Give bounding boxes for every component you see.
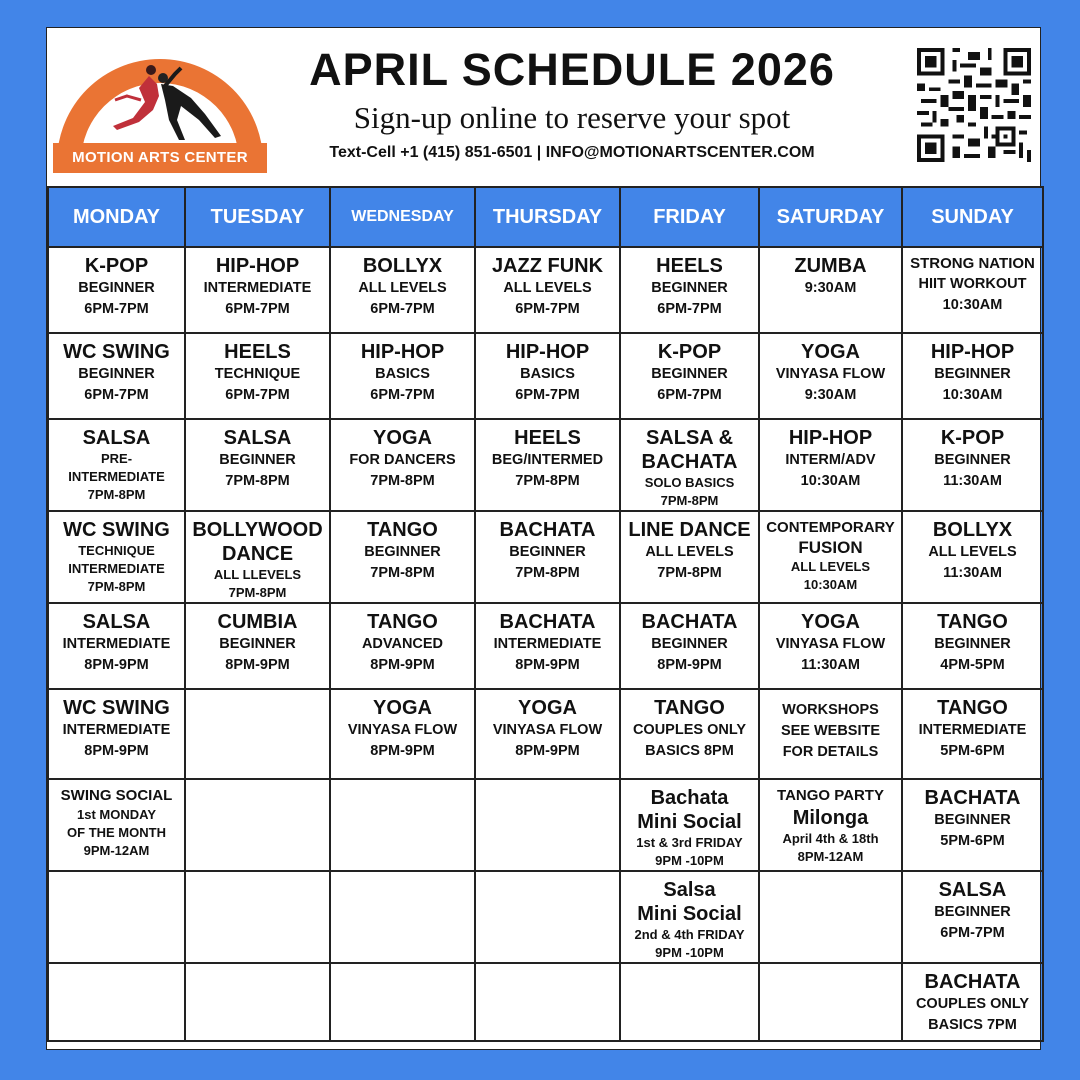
class-detail: INTERM/ADV xyxy=(785,452,876,468)
class-detail: BEGINNER xyxy=(934,904,1011,920)
class-detail: VINYASA FLOW xyxy=(775,366,886,382)
class-detail: April 4th & 18th xyxy=(782,831,879,846)
class-name: SALSA xyxy=(82,427,151,449)
class-cell-monday xyxy=(48,689,185,779)
class-cell-tuesday xyxy=(185,247,330,333)
qr-code-icon[interactable] xyxy=(917,48,1031,162)
day-header-tuesday: TUESDAY xyxy=(185,187,330,247)
empty-cell xyxy=(185,871,330,963)
class-name: BOLLYX xyxy=(932,519,1013,541)
class-detail: 8PM-9PM xyxy=(225,657,290,673)
class-name: HIP-HOP xyxy=(505,341,590,363)
class-name: Salsa xyxy=(663,879,716,901)
class-detail: 1st & 3rd FRIDAY xyxy=(636,835,743,850)
class-name: WC SWING xyxy=(63,519,170,541)
class-name: HIP-HOP xyxy=(360,341,445,363)
class-detail: 4PM-5PM xyxy=(940,657,1005,673)
schedule-row xyxy=(48,419,1043,511)
class-detail: BEGINNER xyxy=(651,280,728,296)
empty-cell xyxy=(48,963,185,1041)
class-cell-saturday xyxy=(759,419,902,511)
empty-cell xyxy=(330,779,475,871)
class-detail: COUPLES ONLY xyxy=(632,722,747,738)
class-cell-tuesday xyxy=(185,419,330,511)
class-name: WC SWING xyxy=(63,697,170,719)
class-detail: 7PM-8PM xyxy=(225,473,290,489)
class-cell-tuesday xyxy=(185,603,330,689)
class-detail: 6PM-7PM xyxy=(84,387,149,403)
class-detail: BASICS xyxy=(375,366,430,382)
class-name: HIP-HOP xyxy=(930,341,1015,363)
class-detail: BEGINNER xyxy=(219,452,296,468)
class-cell-wednesday xyxy=(330,333,475,419)
schedule-row xyxy=(48,333,1043,419)
class-detail: 7PM-8PM xyxy=(370,565,435,581)
empty-cell xyxy=(759,871,902,963)
day-header-row xyxy=(48,187,1043,247)
class-name: SALSA xyxy=(82,611,151,633)
class-detail: ALL LLEVELS xyxy=(213,567,302,582)
class-name: TANGO xyxy=(654,697,725,719)
class-detail: 10:30AM xyxy=(942,297,1003,313)
class-detail: 5PM-6PM xyxy=(940,833,1005,849)
class-cell-friday xyxy=(620,419,759,511)
class-detail: 7PM-8PM xyxy=(657,565,722,581)
empty-cell xyxy=(185,689,330,779)
class-name: HIP-HOP xyxy=(215,255,300,277)
class-detail: 9PM -10PM xyxy=(655,853,724,868)
class-detail: VINYASA FLOW xyxy=(492,722,603,738)
class-name: CUMBIA xyxy=(217,611,298,633)
class-cell-friday xyxy=(620,603,759,689)
day-header-friday: FRIDAY xyxy=(620,187,759,247)
empty-cell xyxy=(620,963,759,1041)
class-cell-tuesday xyxy=(185,333,330,419)
class-detail: 5PM-6PM xyxy=(940,743,1005,759)
logo-text: MOTION ARTS CENTER xyxy=(53,143,267,173)
class-detail: BEGINNER xyxy=(509,544,586,560)
class-name: TANGO xyxy=(367,611,438,633)
empty-cell xyxy=(185,963,330,1041)
class-detail: 8PM-9PM xyxy=(657,657,722,673)
day-header-sunday: SUNDAY xyxy=(902,187,1043,247)
class-detail: 8PM-9PM xyxy=(370,743,435,759)
class-detail: COUPLES ONLY xyxy=(915,996,1030,1012)
day-header-wednesday: WEDNESDAY xyxy=(330,187,475,247)
class-detail: BEGINNER xyxy=(934,366,1011,382)
class-detail: 11:30AM xyxy=(943,565,1002,581)
class-name: WC SWING xyxy=(63,341,170,363)
class-detail: 8PM-9PM xyxy=(370,657,435,673)
class-cell-monday xyxy=(48,603,185,689)
schedule-sheet xyxy=(46,27,1041,1050)
class-detail: BEGINNER xyxy=(934,812,1011,828)
class-cell-sunday xyxy=(902,333,1043,419)
class-detail: 8PM-12AM xyxy=(797,849,864,864)
class-detail: 11:30AM xyxy=(943,473,1002,489)
class-cell-friday xyxy=(620,871,759,963)
class-cell-sunday xyxy=(902,247,1043,333)
class-detail: 7PM-8PM xyxy=(87,487,146,502)
class-detail: BEGINNER xyxy=(364,544,441,560)
class-name: JAZZ FUNK xyxy=(491,255,604,277)
empty-cell xyxy=(475,871,620,963)
class-name-line-2: Mini Social xyxy=(637,811,742,833)
class-detail: INTERMEDIATE xyxy=(493,636,602,652)
class-name: BACHATA xyxy=(924,971,1021,993)
class-detail: 9:30AM xyxy=(804,387,857,403)
class-cell-sunday xyxy=(902,871,1043,963)
class-detail: 7PM-8PM xyxy=(515,473,580,489)
class-detail: VINYASA FLOW xyxy=(347,722,458,738)
empty-cell xyxy=(185,779,330,871)
class-name: K-POP xyxy=(84,255,149,277)
class-name-line-2: BACHATA xyxy=(641,451,738,473)
class-cell-thursday xyxy=(475,419,620,511)
empty-cell xyxy=(330,871,475,963)
class-detail: BEG/INTERMED xyxy=(491,452,604,468)
class-cell-thursday xyxy=(475,333,620,419)
class-detail: 9:30AM xyxy=(804,280,857,296)
class-name: K-POP xyxy=(657,341,722,363)
page-title: APRIL SCHEDULE 2026 xyxy=(309,44,835,95)
class-name: BOLLYWOOD xyxy=(192,519,323,541)
class-detail: HIIT WORKOUT xyxy=(918,276,1027,292)
class-name: YOGA xyxy=(373,697,432,719)
empty-cell xyxy=(759,963,902,1041)
class-name: TANGO xyxy=(937,611,1008,633)
class-detail: 6PM-7PM xyxy=(84,301,149,317)
class-cell-monday xyxy=(48,247,185,333)
class-name: CONTEMPORARY xyxy=(766,519,895,536)
class-detail: BEGINNER xyxy=(651,366,728,382)
empty-cell xyxy=(330,963,475,1041)
class-detail: 10:30AM xyxy=(803,577,858,592)
empty-cell xyxy=(48,871,185,963)
class-detail: 7PM-8PM xyxy=(228,585,287,600)
class-detail: BEGINNER xyxy=(651,636,728,652)
day-header-monday: MONDAY xyxy=(48,187,185,247)
class-name-line-2: DANCE xyxy=(221,543,294,565)
class-detail: PRE- xyxy=(100,451,133,466)
class-detail: BASICS 8PM xyxy=(645,743,734,759)
class-detail: 8PM-9PM xyxy=(515,743,580,759)
class-detail: BEGINNER xyxy=(78,280,155,296)
class-detail: 7PM-8PM xyxy=(370,473,435,489)
class-detail: 6PM-7PM xyxy=(370,301,435,317)
schedule-row xyxy=(48,963,1043,1041)
class-name-line-2: Milonga xyxy=(792,807,869,829)
class-cell-wednesday xyxy=(330,603,475,689)
class-detail: ALL LEVELS xyxy=(358,280,447,296)
class-detail: BASICS 7PM xyxy=(928,1017,1017,1033)
class-name: HEELS xyxy=(656,255,723,277)
class-detail: FOR DANCERS xyxy=(349,452,456,468)
class-detail: SOLO BASICS xyxy=(644,475,735,490)
class-detail: ALL LEVELS xyxy=(790,559,871,574)
class-cell-friday xyxy=(620,511,759,603)
class-name-line-2: Mini Social xyxy=(637,903,742,925)
class-cell-wednesday xyxy=(330,689,475,779)
class-detail: ALL LEVELS xyxy=(645,544,734,560)
class-detail: BEGINNER xyxy=(934,452,1011,468)
class-detail: 8PM-9PM xyxy=(84,743,149,759)
class-cell-sunday xyxy=(902,511,1043,603)
logo xyxy=(53,40,267,168)
class-detail: 6PM-7PM xyxy=(225,301,290,317)
class-detail: 6PM-7PM xyxy=(515,301,580,317)
class-detail: INTERMEDIATE xyxy=(62,636,171,652)
class-detail: ALL LEVELS xyxy=(928,544,1017,560)
class-cell-sunday xyxy=(902,419,1043,511)
class-cell-monday xyxy=(48,419,185,511)
header xyxy=(47,28,1042,186)
schedule-row xyxy=(48,779,1043,871)
class-cell-saturday xyxy=(759,603,902,689)
schedule-body xyxy=(48,247,1043,1041)
class-name: LINE DANCE xyxy=(628,519,751,541)
class-name: K-POP xyxy=(940,427,1005,449)
class-cell-saturday xyxy=(759,247,902,333)
class-name: BACHATA xyxy=(499,611,596,633)
class-name: TANGO xyxy=(367,519,438,541)
class-cell-friday xyxy=(620,779,759,871)
class-detail: BEGINNER xyxy=(78,366,155,382)
class-detail: BEGINNER xyxy=(934,636,1011,652)
class-detail: ALL LEVELS xyxy=(503,280,592,296)
class-name: Bachata xyxy=(650,787,729,809)
class-detail: 6PM-7PM xyxy=(515,387,580,403)
schedule-row xyxy=(48,511,1043,603)
contact-info: Text-Cell +1 (415) 851-6501 | INFO@MOTIONARTSCENTER.COM xyxy=(329,144,815,161)
class-name: STRONG NATION xyxy=(910,255,1035,272)
class-cell-friday xyxy=(620,689,759,779)
class-cell-monday xyxy=(48,333,185,419)
class-cell-sunday xyxy=(902,963,1043,1041)
class-detail: BEGINNER xyxy=(219,636,296,652)
class-name: BACHATA xyxy=(924,787,1021,809)
class-name: SALSA xyxy=(223,427,292,449)
class-cell-thursday xyxy=(475,689,620,779)
class-detail: 8PM-9PM xyxy=(84,657,149,673)
class-cell-sunday xyxy=(902,603,1043,689)
class-name: YOGA xyxy=(801,611,860,633)
class-name: YOGA xyxy=(518,697,577,719)
class-detail: 9PM -10PM xyxy=(655,945,724,960)
schedule-table xyxy=(47,186,1044,1042)
class-detail: TECHNIQUE xyxy=(214,366,301,382)
class-name: YOGA xyxy=(373,427,432,449)
class-detail: ADVANCED xyxy=(361,636,444,652)
class-detail: 7PM-8PM xyxy=(660,493,719,508)
class-detail: 6PM-7PM xyxy=(657,387,722,403)
page-subtitle: Sign-up online to reserve your spot xyxy=(353,100,791,135)
class-cell-thursday xyxy=(475,603,620,689)
class-name: YOGA xyxy=(801,341,860,363)
class-cell-thursday xyxy=(475,247,620,333)
empty-cell xyxy=(475,779,620,871)
class-detail: SEE WEBSITE xyxy=(780,723,881,739)
class-detail: WORKSHOPS xyxy=(782,702,879,718)
class-cell-thursday xyxy=(475,511,620,603)
class-name: BACHATA xyxy=(499,519,596,541)
schedule-row xyxy=(48,871,1043,963)
empty-cell xyxy=(475,963,620,1041)
class-cell-monday xyxy=(48,511,185,603)
class-detail: FOR DETAILS xyxy=(782,744,879,760)
class-name: BACHATA xyxy=(641,611,738,633)
class-cell-wednesday xyxy=(330,511,475,603)
class-cell-tuesday xyxy=(185,511,330,603)
class-cell-saturday xyxy=(759,779,902,871)
class-name-line-2: FUSION xyxy=(798,538,863,557)
class-cell-friday xyxy=(620,247,759,333)
class-cell-monday xyxy=(48,779,185,871)
class-cell-wednesday xyxy=(330,419,475,511)
class-detail: OF THE MONTH xyxy=(67,825,166,840)
class-detail: INTERMEDIATE xyxy=(62,722,171,738)
class-detail: VINYASA FLOW xyxy=(775,636,886,652)
class-detail: BASICS xyxy=(520,366,575,382)
day-header-thursday: THURSDAY xyxy=(475,187,620,247)
class-detail: 6PM-7PM xyxy=(940,925,1005,941)
schedule-row xyxy=(48,247,1043,333)
class-detail: INTERMEDIATE xyxy=(918,722,1027,738)
class-detail: INTERMEDIATE xyxy=(68,469,165,484)
class-cell-friday xyxy=(620,333,759,419)
class-cell-saturday xyxy=(759,689,902,779)
class-detail: 10:30AM xyxy=(942,387,1003,403)
class-detail: 6PM-7PM xyxy=(225,387,290,403)
class-detail: 1st MONDAY xyxy=(77,807,156,822)
class-detail: 7PM-8PM xyxy=(87,579,146,594)
class-name: BOLLYX xyxy=(362,255,443,277)
class-detail: INTERMEDIATE xyxy=(68,561,165,576)
class-name: TANGO xyxy=(937,697,1008,719)
class-detail: TECHNIQUE xyxy=(78,543,155,558)
class-cell-sunday xyxy=(902,779,1043,871)
class-cell-saturday xyxy=(759,511,902,603)
class-name: SALSA xyxy=(938,879,1007,901)
class-detail: 11:30AM xyxy=(801,657,860,673)
class-detail: INTERMEDIATE xyxy=(203,280,312,296)
class-detail: 2nd & 4th FRIDAY xyxy=(634,927,745,942)
class-name: SALSA & xyxy=(645,427,734,449)
class-detail: 8PM-9PM xyxy=(515,657,580,673)
class-name: SWING SOCIAL xyxy=(60,787,173,804)
class-name: HEELS xyxy=(224,341,291,363)
class-cell-sunday xyxy=(902,689,1043,779)
schedule-row xyxy=(48,689,1043,779)
day-header-saturday: SATURDAY xyxy=(759,187,902,247)
class-name: TANGO PARTY xyxy=(777,787,884,804)
class-name: HEELS xyxy=(514,427,581,449)
class-detail: 10:30AM xyxy=(800,473,861,489)
schedule-row xyxy=(48,603,1043,689)
class-detail: 6PM-7PM xyxy=(657,301,722,317)
class-detail: 6PM-7PM xyxy=(370,387,435,403)
class-cell-wednesday xyxy=(330,247,475,333)
class-detail: 9PM-12AM xyxy=(83,843,150,858)
class-detail: 7PM-8PM xyxy=(515,565,580,581)
class-name: ZUMBA xyxy=(794,255,867,277)
class-name: HIP-HOP xyxy=(788,427,873,449)
class-cell-saturday xyxy=(759,333,902,419)
